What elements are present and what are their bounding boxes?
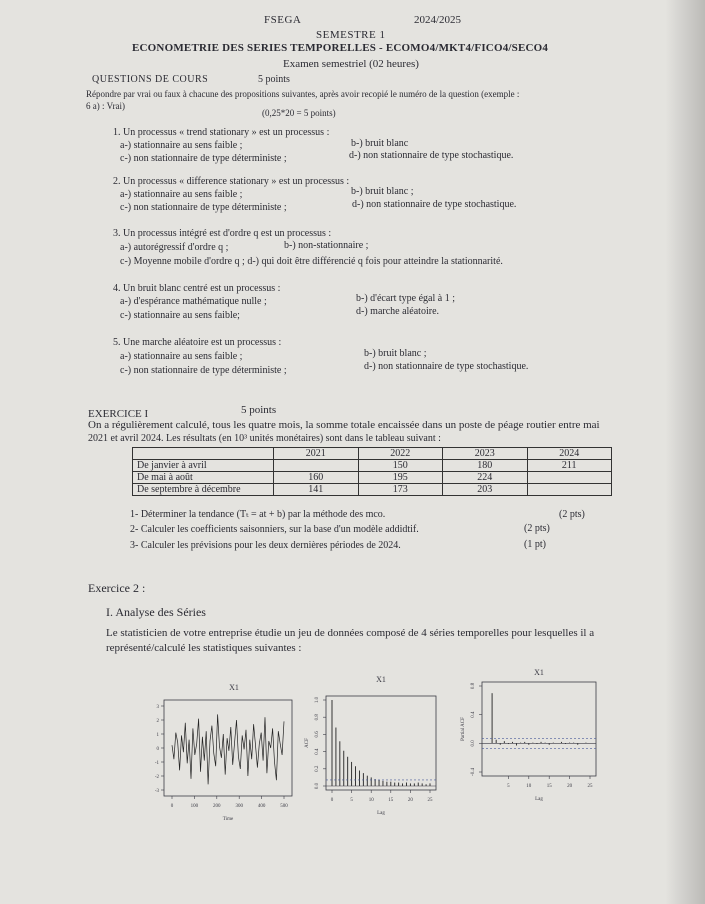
table-header-cell: 2022 xyxy=(358,448,443,460)
table-cell: De mai à août xyxy=(133,472,274,484)
y-tick-label: 3 xyxy=(156,705,159,710)
y-tick-label: 0.8 xyxy=(471,682,476,690)
exam-subtitle: Examen semestriel (02 heures) xyxy=(283,58,419,70)
semester: SEMESTRE 1 xyxy=(316,29,386,41)
x-axis-label: Lag xyxy=(535,797,543,802)
table-header-cell xyxy=(133,448,274,460)
option-d: d-) non stationnaire de type stochastique. xyxy=(364,361,529,372)
option-a: a-) stationnaire au sens faible ; xyxy=(120,189,243,200)
task-3-points: (1 pt) xyxy=(524,539,546,550)
y-tick-label: 0.0 xyxy=(315,782,320,790)
x-tick-label: 15 xyxy=(546,784,552,789)
question-stem: 1. Un processus « trend stationary » est un processus : xyxy=(113,127,330,138)
option-d: d-) non stationnaire de type stochastique. xyxy=(349,150,514,161)
table-cell: 150 xyxy=(358,460,443,472)
y-tick-label: 0.2 xyxy=(315,765,320,772)
x-tick-label: 5 xyxy=(350,798,353,803)
task-3: 3- Calculer les prévisions pour les deux dernières périodes de 2024. xyxy=(130,540,401,551)
option-b: b-) non-stationnaire ; xyxy=(284,240,369,251)
y-tick-label: 0.8 xyxy=(315,714,320,721)
x-tick-label: 400 xyxy=(257,804,266,809)
chart-title: X1 xyxy=(534,668,544,677)
option-b: b-) bruit blanc ; xyxy=(351,186,414,197)
x-tick-label: 0 xyxy=(330,798,334,803)
y-tick-label: 0.6 xyxy=(315,731,320,738)
course-title: ECONOMETRIE DES SERIES TEMPORELLES - ECOMO4/MKT4/FICO4/SECO4 xyxy=(132,42,549,54)
academic-year: 2024/2025 xyxy=(414,14,462,26)
task-2: 2- Calculer les coefficients saisonniers, sur la base d'un modèle addidtif. xyxy=(130,524,419,535)
instruction-line1: Répondre par vrai ou faux à chacune des propositions suivantes, après avoir recopié le numéro de la question (exemple : xyxy=(86,89,520,99)
exercise2-text-line2: représenté/calculé les statistiques suivantes : xyxy=(106,642,302,654)
option-c: c-) non stationnaire de type déterministe ; xyxy=(120,153,287,164)
y-tick-label: 2 xyxy=(156,719,159,724)
y-tick-label: 0.4 xyxy=(315,748,320,755)
y-axis-label: ACF xyxy=(305,738,310,748)
scoring-note: (0,25*20 = 5 points) xyxy=(262,108,336,118)
y-tick-label: 0.4 xyxy=(471,711,476,718)
option-c: c-) non stationnaire de type déterministe ; xyxy=(120,202,287,213)
time-series-plot xyxy=(142,678,302,828)
chart-title: X1 xyxy=(229,683,239,692)
table-header-cell: 2023 xyxy=(443,448,528,460)
option-a: a-) autorégressif d'ordre q ; xyxy=(120,242,229,253)
y-tick-label: -1 xyxy=(154,761,159,766)
y-axis-label: Partial ACF xyxy=(461,717,466,741)
table-cell: 180 xyxy=(443,460,528,472)
table-row xyxy=(133,460,612,472)
table-cell xyxy=(527,472,612,484)
x-tick-label: 25 xyxy=(427,798,433,803)
x-tick-label: 0 xyxy=(170,804,174,809)
exercise1-intro-line2: 2021 et avril 2024. Les résultats (en 10³ unités monétaires) sont dans le tableau suivant : xyxy=(88,433,441,444)
questions-title: QUESTIONS DE COURS xyxy=(92,74,209,85)
series-line xyxy=(172,714,284,784)
exercise2-section: I. Analyse des Séries xyxy=(106,605,206,619)
x-tick-label: 10 xyxy=(526,784,532,789)
exercise1-points: 5 points xyxy=(241,404,277,416)
option-a: a-) stationnaire au sens faible ; xyxy=(120,140,243,151)
x-tick-label: 20 xyxy=(407,798,413,803)
table-cell: 195 xyxy=(358,472,443,484)
table-cell xyxy=(527,484,612,496)
table-header-cell: 2024 xyxy=(527,448,612,460)
table-header-row xyxy=(133,448,612,460)
x-axis-label: Lag xyxy=(377,811,385,816)
task-1: 1- Déterminer la tendance (Tₜ = at + b) par la méthode des mco. xyxy=(130,509,386,520)
y-tick-label: 0 xyxy=(156,747,159,752)
option-d: d-) marche aléatoire. xyxy=(356,306,440,317)
y-tick-label: -0.4 xyxy=(471,768,476,776)
acf-plot xyxy=(300,668,450,828)
option-c: c-) stationnaire au sens faible; xyxy=(120,310,240,321)
x-tick-label: 100 xyxy=(190,804,199,809)
instruction-line2: 6 a) : Vrai) xyxy=(86,101,126,111)
table-cell: 224 xyxy=(443,472,528,484)
questions-points: 5 points xyxy=(258,74,290,85)
table-cell: De janvier à avril xyxy=(133,460,274,472)
question-stem: 5. Une marche aléatoire est un processus : xyxy=(113,337,282,348)
option-b: b-) bruit blanc ; xyxy=(364,348,427,359)
y-tick-label: 1.0 xyxy=(315,696,320,704)
task-1-points: (2 pts) xyxy=(559,509,585,520)
page-shadow xyxy=(665,0,705,904)
table-row xyxy=(133,484,612,496)
x-tick-label: 10 xyxy=(368,798,374,803)
revenue-table xyxy=(132,447,612,496)
x-tick-label: 15 xyxy=(388,798,394,803)
option-a: a-) d'espérance mathématique nulle ; xyxy=(120,296,267,307)
table-cell xyxy=(274,460,359,472)
x-tick-label: 300 xyxy=(235,804,243,809)
table-cell: 211 xyxy=(527,460,612,472)
table-cell: 141 xyxy=(274,484,359,496)
table-row xyxy=(133,472,612,484)
option-b: b-) d'écart type égal à 1 ; xyxy=(356,293,455,304)
task-2-points: (2 pts) xyxy=(524,523,550,534)
table-cell: De septembre à décembre xyxy=(133,484,274,496)
x-tick-label: 25 xyxy=(587,784,593,789)
plot-frame xyxy=(482,682,596,776)
option-c: c-) non stationnaire de type déterministe ; xyxy=(120,365,287,376)
plot-frame xyxy=(326,696,436,790)
chart-title: X1 xyxy=(376,675,386,684)
table-cell: 160 xyxy=(274,472,359,484)
exercise2-title: Exercice 2 : xyxy=(88,581,146,595)
x-tick-label: 5 xyxy=(507,784,510,789)
table-cell: 203 xyxy=(443,484,528,496)
question-stem: 4. Un bruit blanc centré est un processus : xyxy=(113,283,281,294)
exercise2-text-line1: Le statisticien de votre entreprise étudie un jeu de données composé de 4 séries temporelles pour lesquelles il a xyxy=(106,627,595,639)
y-tick-label: 0.0 xyxy=(471,740,476,747)
x-tick-label: 20 xyxy=(567,784,573,789)
question-stem: 3. Un processus intégré est d'ordre q est un processus : xyxy=(113,228,332,239)
exercise1-intro-line1: On a régulièrement calculé, tous les quatre mois, la somme totale encaissée dans un poste de péage routier entre mai xyxy=(88,419,600,431)
x-tick-label: 200 xyxy=(213,804,221,809)
y-tick-label: -2 xyxy=(154,775,159,780)
option-a: a-) stationnaire au sens faible ; xyxy=(120,351,243,362)
x-axis-label: Time xyxy=(222,817,234,822)
x-tick-label: 500 xyxy=(280,804,288,809)
y-tick-label: -3 xyxy=(154,789,159,794)
exercise1-title: EXERCICE I xyxy=(88,408,149,420)
table-cell: 173 xyxy=(358,484,443,496)
option-d: d-) non stationnaire de type stochastique. xyxy=(352,199,517,210)
question-stem: 2. Un processus « difference stationary » est un processus : xyxy=(113,176,350,187)
option-c: c-) Moyenne mobile d'ordre q ; d-) qui doit être différencié q fois pour atteindre la stationnarité. xyxy=(120,256,503,267)
school-name: FSEGA xyxy=(264,14,302,26)
pacf-plot xyxy=(450,662,610,812)
option-b: b-) bruit blanc xyxy=(351,138,409,149)
y-tick-label: 1 xyxy=(156,733,159,738)
table-header-cell: 2021 xyxy=(274,448,359,460)
